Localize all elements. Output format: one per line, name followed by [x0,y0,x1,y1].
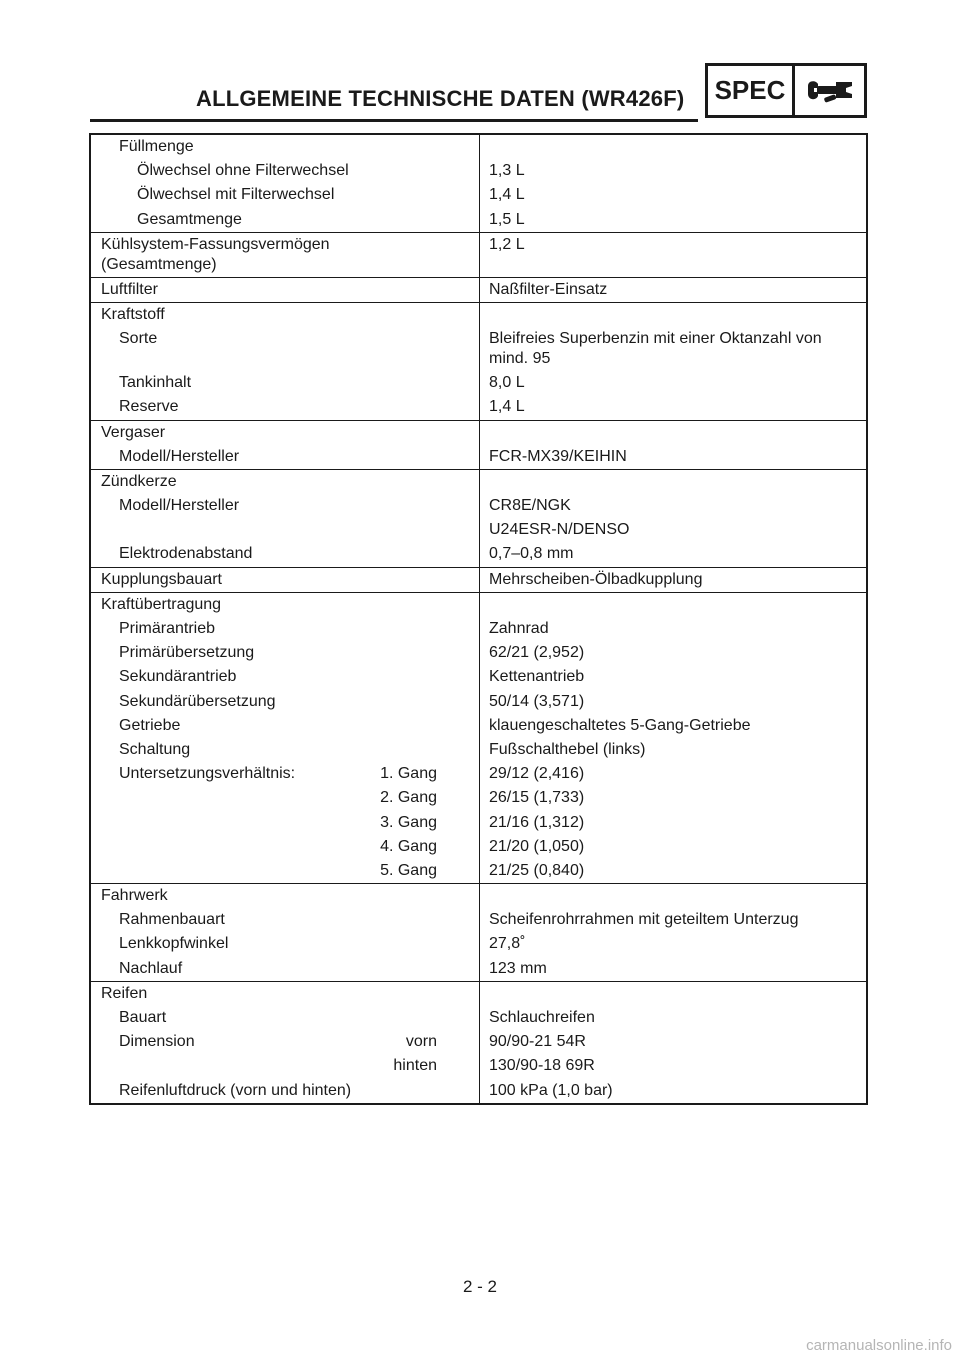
table-row [91,1054,866,1078]
table-row [91,884,866,908]
spec-table [89,133,868,1105]
spec-value-cell: 1,3 L [489,162,525,180]
spec-label-text: Ölwechsel ohne Filterwechsel [137,162,349,180]
spec-label-cell [91,884,480,908]
spec-label-cell [91,811,480,835]
spec-label-text: Fahrwerk [101,887,168,905]
spec-label-cell [91,714,480,738]
spec-label-text: Primärübersetzung [119,644,255,662]
spec-label-text: Rahmenbauart [119,911,225,929]
table-row [91,859,866,883]
spec-sublabel: 3. Gang [380,813,437,831]
spec-label-cell [91,982,480,1006]
table-row [91,233,866,277]
table-row [91,278,866,302]
spec-label-cell [91,568,480,592]
spec-group [91,232,866,277]
spec-group [91,981,866,1103]
spec-label-cell [91,1054,480,1078]
spec-label-cell [91,421,480,445]
table-row [91,445,866,469]
spec-label-cell [91,371,480,395]
table-row [91,617,866,641]
spec-label-cell [91,1030,480,1054]
spec-label-text: Füllmenge [119,138,194,155]
table-row [91,957,866,981]
spec-label-cell [91,932,480,956]
spec-label-cell [91,1079,480,1103]
spec-group [91,277,866,302]
table-row [91,690,866,714]
table-row [91,665,866,689]
spec-value-cell [480,982,866,1006]
table-row [91,421,866,445]
spec-label-cell [91,1006,480,1030]
table-row [91,982,866,1006]
spec-label-text: Reserve [119,398,179,416]
table-row [91,932,866,956]
spec-value-cell [480,303,866,327]
spec-value-cell: Fußschalthebel (links) [489,740,646,758]
spec-value-cell: klauengeschaltetes 5-Gang-Getriebe [489,716,751,734]
table-row [91,518,866,542]
table-row [91,494,866,518]
spec-label-text: Dimension [119,1033,195,1051]
table-row [91,1006,866,1030]
spec-label-text: Kupplungsbauart [101,570,222,588]
spec-group [91,420,866,469]
spec-label-cell [91,859,480,883]
spec-label-cell [91,445,480,469]
spec-label-cell [91,303,480,327]
table-row [91,738,866,762]
spec-label-cell [91,395,480,419]
table-row [91,542,866,566]
spec-sublabel: vorn [405,1033,437,1051]
spec-label-cell [91,159,480,183]
spec-label-cell [91,233,480,277]
spec-label: SPEC [708,66,795,115]
spec-value-cell: Schlauchreifen [489,1009,595,1026]
spec-group [91,135,866,232]
spec-label-cell [91,327,480,371]
spec-label-cell [91,738,480,762]
spec-label-cell [91,690,480,714]
spec-value-cell: 130/90-18 69R [489,1057,595,1075]
spec-label-cell [91,641,480,665]
spec-value-cell [480,421,866,445]
table-row [91,568,866,592]
spec-label-text: Primärantrieb [119,620,216,637]
table-row [91,1079,866,1103]
spec-label-cell [91,593,480,617]
spec-label-text: Ölwechsel mit Filterwechsel [137,186,335,204]
table-row [91,183,866,207]
spec-value-cell: 0,7–0,8 mm [489,545,574,563]
spec-label-text: Kraftstoff [101,305,165,323]
spec-label-cell [91,665,480,689]
table-row [91,714,866,738]
spec-label-cell [91,617,480,641]
spec-value-cell: 1,4 L [489,186,525,204]
table-row [91,208,866,232]
spec-sublabel: hinten [393,1057,437,1075]
spec-value-cell: 50/14 (3,571) [489,692,585,710]
spec-label-cell [91,183,480,207]
table-row [91,159,866,183]
spec-value-cell [480,593,866,617]
spec-sublabel: 1. Gang [380,765,437,783]
table-row [91,303,866,327]
spec-value-cell: 100 kPa (1,0 bar) [489,1081,613,1099]
spec-value-cell: Scheifenrohrrahmen mit geteiltem Unterzug [489,911,799,929]
spec-label-cell [91,518,480,542]
spec-value-cell: 90/90-21 54R [489,1033,586,1051]
spec-value-cell: 21/20 (1,050) [489,837,585,855]
spec-label-text: Untersetzungsverhältnis: [119,765,296,783]
table-row [91,470,866,494]
spec-value-cell: 1,4 L [489,398,525,416]
spec-value-cell: CR8E/NGK [489,497,571,515]
spec-value-cell: 1,5 L [489,210,525,228]
spec-value-cell: 1,2 L [489,235,525,253]
spec-label-text: Getriebe [119,716,181,734]
spec-value-cell: 62/21 (2,952) [489,644,585,662]
spec-sublabel: 2. Gang [380,789,437,807]
spec-label-text: Kraftübertragung [101,595,222,613]
spec-group [91,302,866,420]
spec-label-text: Tankinhalt [119,374,192,392]
spec-value-cell [480,470,866,494]
spec-label-text: Luftfilter [101,280,158,298]
spec-value-cell: U24ESR-N/DENSO [489,521,630,539]
page-number: 2 - 2 [462,1277,498,1296]
header-rule [90,119,698,122]
spec-label-cell [91,762,480,786]
wrench-icon [795,66,864,115]
table-row [91,593,866,617]
spec-label-cell [91,135,480,159]
spec-value-cell: 8,0 L [489,374,525,392]
spec-label-cell [91,278,480,302]
spec-label-cell [91,542,480,566]
spec-value-cell: Kettenantrieb [489,668,585,686]
spec-value-cell [480,884,866,908]
table-row [91,371,866,395]
spec-label-text: Sekundärantrieb [119,668,237,686]
spec-sublabel: 4. Gang [380,837,437,855]
spec-label-text: Modell/Hersteller [119,497,240,515]
table-row [91,395,866,419]
table-row [91,786,866,810]
watermark: carmanualsonline.info [806,1337,952,1354]
spec-group [91,592,866,883]
spec-value-cell: 29/12 (2,416) [489,765,585,783]
spec-label-cell [91,470,480,494]
page-title: ALLGEMEINE TECHNISCHE DATEN (WR426F) [196,86,685,111]
spec-value-cell: 21/25 (0,840) [489,861,585,879]
spec-label-text: Lenkkopfwinkel [119,935,229,953]
table-row [91,641,866,665]
spec-label-text: Modell/Hersteller [119,447,240,465]
spec-value-cell: FCR-MX39/KEIHIN [489,447,627,465]
table-row [91,835,866,859]
spec-value-cell: Mehrscheiben-Ölbadkupplung [489,570,703,588]
spec-value-cell [480,135,866,159]
spec-label-text: Sekundärübersetzung [119,692,276,710]
table-row [91,327,866,371]
spec-group [91,883,866,981]
table-row [91,908,866,932]
spec-value-cell: 26/15 (1,733) [489,789,585,807]
spec-value-cell: Bleifreies Superbenzin mit einer Oktanzahl von mind. 95 [489,330,822,368]
spec-label-cell [91,208,480,232]
table-row [91,811,866,835]
spec-value-cell: Naßfilter-Einsatz [489,280,608,298]
spec-value-cell: Zahnrad [489,620,549,637]
spec-label-text: Reifen [101,984,148,1002]
table-row [91,1030,866,1054]
spec-label-cell [91,786,480,810]
spec-label-text: Bauart [119,1009,167,1026]
spec-label-text: Kühlsystem-Fassungsvermögen (Gesamtmenge) [101,235,330,273]
spec-value-cell: 123 mm [489,959,547,977]
spec-label-text: Zündkerze [101,472,177,490]
spec-label-text: Sorte [119,330,158,348]
spec-label-cell [91,494,480,518]
spec-label-text: Reifenluftdruck (vorn und hinten) [119,1081,352,1099]
table-row [91,135,866,159]
spec-group [91,469,866,567]
spec-label-text: Schaltung [119,740,191,758]
spec-label-text: Nachlauf [119,959,183,977]
spec-value-cell: 27,8˚ [489,935,526,953]
table-row [91,762,866,786]
spec-label-cell [91,908,480,932]
spec-label-text: Gesamtmenge [137,210,242,228]
spec-label-text: Elektrodenabstand [119,545,253,563]
spec-sublabel: 5. Gang [380,861,437,879]
spec-value-cell: 21/16 (1,312) [489,813,585,831]
spec-group [91,567,866,592]
spec-label-text: Vergaser [101,423,166,441]
spec-label-cell [91,957,480,981]
spec-label-cell [91,835,480,859]
spec-badge [705,63,867,118]
